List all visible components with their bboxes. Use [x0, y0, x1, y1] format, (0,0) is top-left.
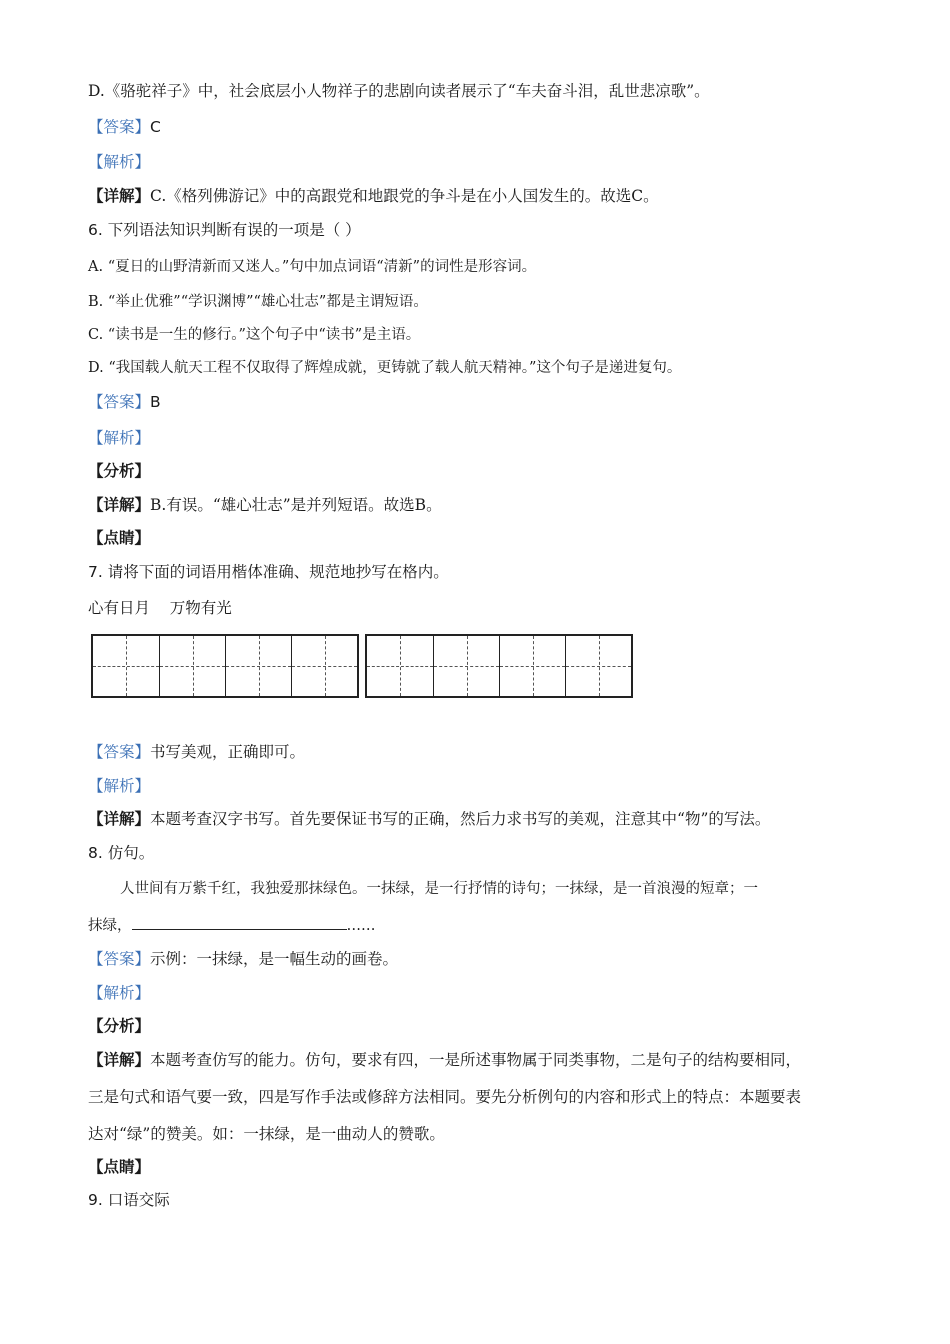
q6-analysis [88, 428, 150, 448]
q8-stem: 8. 仿句。 [88, 844, 155, 862]
writing-cell [499, 636, 565, 696]
writing-grid-right [365, 634, 633, 698]
writing-cell [159, 636, 225, 696]
passage-prefix: 抹绿， [88, 918, 132, 934]
q8-detail-line3: 达对“绿”的赞美。如：一抹绿，是一曲动人的赞歌。 [88, 1125, 445, 1143]
detail-text: 本题考查仿写的能力。仿句，要求有四，一是所述事物属于同类事物，二是句子的结构要相同， [150, 1051, 802, 1069]
q6-option-a: A. “夏日的山野清新而又迷人。”句中加点词语“清新”的词性是形容词。 [88, 259, 537, 275]
fenxi-tag: 【分析】 [88, 461, 151, 480]
q6-option-d: D. “我国载人航天工程不仅取得了辉煌成就，更铸就了载人航天精神。”这个句子是递进复句。 [88, 360, 682, 376]
writing-cell [433, 636, 499, 696]
q6-stem: 6. 下列语法知识判断有误的一项是（ ） [88, 221, 361, 239]
q8-passage-line1: 人世间有万紫千红，我独爱那抹绿色。一抹绿，是一行抒情的诗句；一抹绿，是一首浪漫的短章；一 [120, 881, 758, 897]
answer-tag: 【答案】 [88, 743, 151, 761]
q6-fenxi [88, 461, 150, 481]
detail-tag: 【详解】 [88, 186, 151, 205]
q8-answer [88, 949, 398, 969]
q8-detail-line2: 三是句式和语气要一致，四是写作手法或修辞方法相同。要先分析例句的内容和形式上的特点：本题要表 [88, 1088, 802, 1106]
answer-text: C [150, 118, 161, 136]
writing-grid-left [91, 634, 359, 698]
dianjing-tag: 【点睛】 [88, 1157, 151, 1176]
writing-cell [225, 636, 291, 696]
q7-detail [88, 809, 770, 829]
answer-tag: 【答案】 [88, 118, 151, 136]
fill-in-blank [132, 915, 347, 930]
answer-text: 书写美观，正确即可。 [150, 743, 306, 761]
answer-text: B [150, 393, 161, 411]
q9-stem: 9. 口语交际 [88, 1191, 170, 1209]
detail-text: 本题考查汉字书写。首先要保证书写的正确，然后力求书写的美观，注意其中“物”的写法。 [150, 810, 771, 828]
q5-analysis [88, 152, 150, 172]
q7-answer [88, 742, 305, 762]
analysis-tag: 【解析】 [88, 153, 151, 171]
detail-tag: 【详解】 [88, 809, 151, 828]
q5-option-d: D.《骆驼祥子》中，社会底层小人物祥子的悲剧向读者展示了“车夫奋斗泪，乱世悲凉歌”。 [88, 82, 710, 100]
answer-text: 示例：一抹绿，是一幅生动的画卷。 [150, 950, 399, 968]
q6-answer [88, 392, 161, 412]
q8-detail-line1 [88, 1050, 801, 1070]
q6-detail [88, 495, 442, 515]
writing-cell [291, 636, 357, 696]
q7-phrase: 心有日月 万物有光 [88, 599, 232, 617]
q7-analysis [88, 776, 150, 796]
q8-analysis [88, 983, 150, 1003]
detail-tag: 【详解】 [88, 495, 151, 514]
q5-answer [88, 117, 161, 137]
q6-dianjing [88, 528, 150, 548]
detail-text: C.《格列佛游记》中的高跟党和地跟党的争斗是在小人国发生的。故选C。 [150, 187, 659, 205]
passage-suffix: …… [346, 918, 376, 934]
answer-tag: 【答案】 [88, 393, 151, 411]
q8-fenxi [88, 1016, 150, 1036]
detail-text: B.有误。“雄心壮志”是并列短语。故选B。 [150, 496, 442, 514]
q7-stem: 7. 请将下面的词语用楷体准确、规范地抄写在格内。 [88, 563, 449, 581]
analysis-tag: 【解析】 [88, 777, 151, 795]
q6-option-b: B. “举止优雅”“学识渊博”“雄心壮志”都是主谓短语。 [88, 294, 428, 310]
writing-cell [565, 636, 631, 696]
q6-option-c: C. “读书是一生的修行。”这个句子中“读书”是主语。 [88, 327, 421, 343]
q8-dianjing [88, 1157, 150, 1177]
detail-tag: 【详解】 [88, 1050, 151, 1069]
dianjing-tag: 【点睛】 [88, 528, 151, 547]
analysis-tag: 【解析】 [88, 429, 151, 447]
answer-tag: 【答案】 [88, 950, 151, 968]
q5-detail [88, 186, 659, 206]
analysis-tag: 【解析】 [88, 984, 151, 1002]
writing-cell [93, 636, 159, 696]
fenxi-tag: 【分析】 [88, 1016, 151, 1035]
q8-passage-line2 [88, 915, 376, 936]
writing-cell [367, 636, 433, 696]
